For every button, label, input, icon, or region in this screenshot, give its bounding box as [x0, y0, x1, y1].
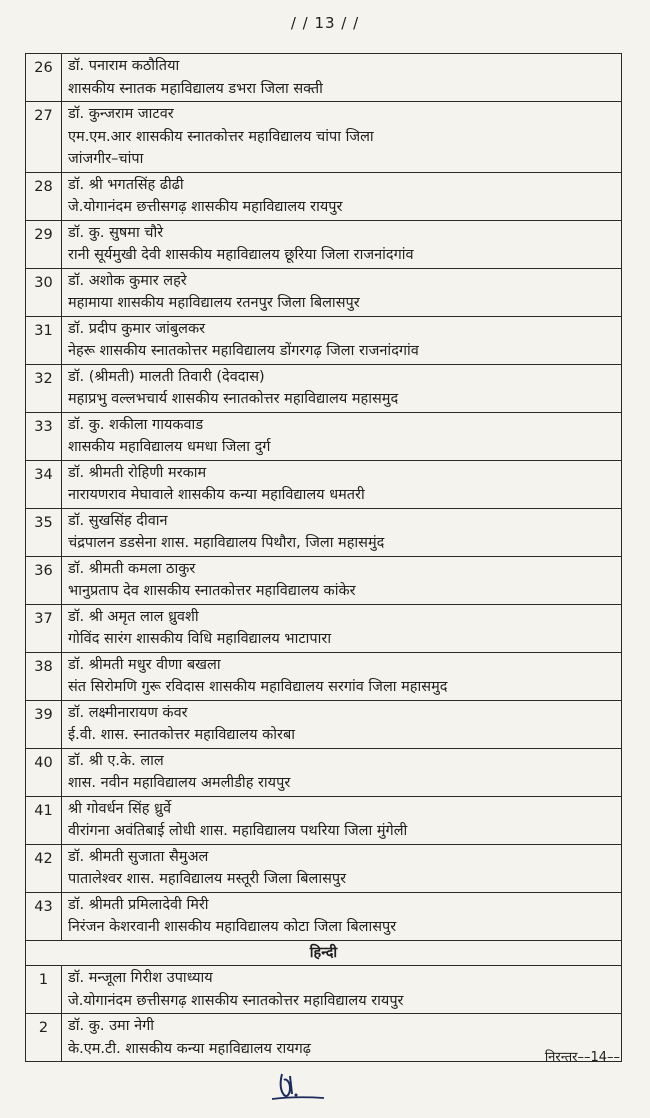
college-line: नारायणराव मेघावाले शासकीय कन्या महाविद्यालय धमतरी — [68, 487, 365, 503]
faculty-name: डॉ. कु. शकीला गायकवाड — [68, 416, 204, 433]
faculty-name: डॉ. लक्ष्मीनारायण कंवर — [68, 704, 188, 721]
entry-cell — [62, 966, 622, 1014]
faculty-name: डॉ. श्रीमती प्रमिलादेवी मिरी — [68, 896, 209, 913]
serial-number: 35 — [26, 508, 62, 556]
serial-number: 30 — [26, 268, 62, 316]
section-header-row — [26, 940, 622, 966]
college-line: जे.योगानंदम छत्तीसगढ़ शासकीय स्नातकोत्तर महाविद्यालय रायपुर — [68, 992, 404, 1009]
table-row — [26, 966, 622, 1014]
faculty-name: डॉ. मन्जूला गिरीश उपाध्याय — [68, 970, 213, 986]
faculty-name: डॉ. श्री ए.के. लाल — [68, 752, 164, 769]
serial-number: 31 — [26, 316, 62, 364]
serial-number: 43 — [26, 892, 62, 940]
serial-number: 33 — [26, 412, 62, 460]
table-row — [26, 460, 622, 508]
entry-cell — [62, 652, 622, 700]
college-line: ई.वी. शास. स्नातकोत्तर महाविद्यालय कोरबा — [68, 727, 295, 743]
faculty-name: डॉ. श्रीमती सुजाता सैमुअल — [68, 848, 209, 865]
table-row — [26, 220, 622, 268]
faculty-name: डॉ. कु. उमा नेगी — [68, 1018, 155, 1034]
college-line: शासकीय स्नातक महाविद्यालय डभरा जिला सक्ती — [68, 80, 323, 97]
college-line: भानुप्रताप देव शासकीय स्नातकोत्तर महाविद्यालय कांकेर — [68, 583, 356, 599]
serial-number: 32 — [26, 364, 62, 412]
college-line: के.एम.टी. शासकीय कन्या महाविद्यालय रायगढ़ — [68, 1040, 311, 1057]
serial-number: 41 — [26, 796, 62, 844]
entry-cell — [62, 460, 622, 508]
entry-cell — [62, 54, 622, 102]
entry-cell — [62, 796, 622, 844]
serial-number: 40 — [26, 748, 62, 796]
faculty-name: श्री गोवर्धन सिंह ध्रुर्वे — [68, 800, 172, 817]
college-line: जांजगीर–चांपा — [68, 151, 144, 167]
table-row — [26, 316, 622, 364]
table-row — [26, 1014, 622, 1062]
faculty-name: डॉ. अशोक कुमार लहरे — [68, 272, 187, 289]
entry-cell — [62, 172, 622, 220]
faculty-name: डॉ. सुखसिंह दीवान — [68, 512, 168, 529]
faculty-name: डॉ. कुन्जराम जाटवर — [68, 106, 174, 122]
entry-cell — [62, 700, 622, 748]
college-line: जे.योगानंदम छत्तीसगढ़ शासकीय महाविद्यालय रायपुर — [68, 199, 343, 215]
page-number: / / 13 / / — [290, 14, 360, 32]
faculty-name: डॉ. श्रीमती मधुर वीणा बखला — [68, 656, 221, 673]
table-row — [26, 700, 622, 748]
college-line: पातालेश्वर शास. महाविद्यालय मस्तूरी जिला बिलासपुर — [68, 871, 347, 887]
faculty-name: डॉ. प्रदीप कुमार जांबुलकर — [68, 320, 206, 337]
faculty-name: डॉ. पनाराम कठौतिया — [68, 58, 180, 74]
entry-cell — [62, 412, 622, 460]
serial-number: 28 — [26, 172, 62, 220]
table-row — [26, 172, 622, 220]
continued-marker: निरन्तर––14–– — [544, 1050, 620, 1065]
serial-number: 39 — [26, 700, 62, 748]
college-line: शास. नवीन महाविद्यालय अमलीडीह रायपुर — [68, 775, 291, 791]
faculty-name: डॉ. कु. सुषमा चौरे — [68, 224, 164, 241]
table-row — [26, 892, 622, 940]
table-row — [26, 268, 622, 316]
college-line: एम.एम.आर शासकीय स्नातकोत्तर महाविद्यालय चांपा जिला — [68, 128, 374, 145]
college-line: निरंजन केशरवानी शासकीय महाविद्यालय कोटा जिला बिलासपुर — [68, 919, 397, 935]
college-line: महाप्रभु वल्लभचार्य शासकीय स्नातकोत्तर महाविद्यालय महासमुद — [68, 391, 399, 407]
table-row — [26, 102, 622, 173]
entry-cell — [62, 102, 622, 173]
serial-number: 26 — [26, 54, 62, 102]
entry-cell — [62, 268, 622, 316]
serial-number: 34 — [26, 460, 62, 508]
entry-cell — [62, 364, 622, 412]
serial-number: 27 — [26, 102, 62, 173]
faculty-table — [25, 53, 622, 1062]
faculty-name: डॉ. (श्रीमती) मालती तिवारी (देवदास) — [68, 368, 265, 385]
college-line: नेहरू शासकीय स्नातकोत्तर महाविद्यालय डोंगरगढ़ जिला राजनांदगांव — [68, 343, 419, 359]
college-line: संत सिरोमणि गुरू रविदास शासकीय महाविद्यालय सरगांव जिला महासमुद — [68, 679, 448, 695]
table-row — [26, 796, 622, 844]
college-line: महामाया शासकीय महाविद्यालय रतनपुर जिला बिलासपुर — [68, 295, 360, 311]
table-row — [26, 748, 622, 796]
faculty-table-body — [26, 54, 622, 1062]
faculty-name: डॉ. श्रीमती कमला ठाकुर — [68, 560, 196, 577]
entry-cell — [62, 892, 622, 940]
table-row — [26, 54, 622, 102]
faculty-name: डॉ. श्रीमती रोहिणी मरकाम — [68, 464, 207, 481]
table-row — [26, 556, 622, 604]
college-line: रानी सूर्यमुखी देवी शासकीय महाविद्यालय छूरिया जिला राजनांदगांव — [68, 247, 414, 263]
table-row — [26, 652, 622, 700]
table-row — [26, 844, 622, 892]
signature-mark — [268, 1068, 328, 1104]
serial-number: 36 — [26, 556, 62, 604]
entry-cell — [62, 508, 622, 556]
college-line: चंद्रपालन डडसेना शास. महाविद्यालय पिथौरा, जिला महासमुंद — [68, 535, 385, 551]
serial-number: 29 — [26, 220, 62, 268]
serial-number: 38 — [26, 652, 62, 700]
faculty-name: डॉ. श्री अमृत लाल ध्रुवशी — [68, 608, 199, 625]
faculty-name: डॉ. श्री भगतसिंह ढीढी — [68, 176, 184, 193]
college-line: गोविंद सारंग शासकीय विधि महाविद्यालय भाटापारा — [68, 631, 332, 647]
section-title: हिन्दी — [26, 940, 622, 966]
table-row — [26, 604, 622, 652]
entry-cell — [62, 220, 622, 268]
entry-cell — [62, 316, 622, 364]
table-row — [26, 508, 622, 556]
college-line: वीरांगना अवंतिबाई लोधी शास. महाविद्यालय पथरिया जिला मुंगेली — [68, 823, 408, 839]
serial-number: 37 — [26, 604, 62, 652]
entry-cell — [62, 844, 622, 892]
entry-cell — [62, 1014, 622, 1062]
serial-number: 1 — [26, 966, 62, 1014]
table-row — [26, 412, 622, 460]
entry-cell — [62, 556, 622, 604]
serial-number: 2 — [26, 1014, 62, 1062]
serial-number: 42 — [26, 844, 62, 892]
table-row — [26, 364, 622, 412]
entry-cell — [62, 748, 622, 796]
entry-cell — [62, 604, 622, 652]
college-line: शासकीय महाविद्यालय धमधा जिला दुर्ग — [68, 439, 271, 455]
